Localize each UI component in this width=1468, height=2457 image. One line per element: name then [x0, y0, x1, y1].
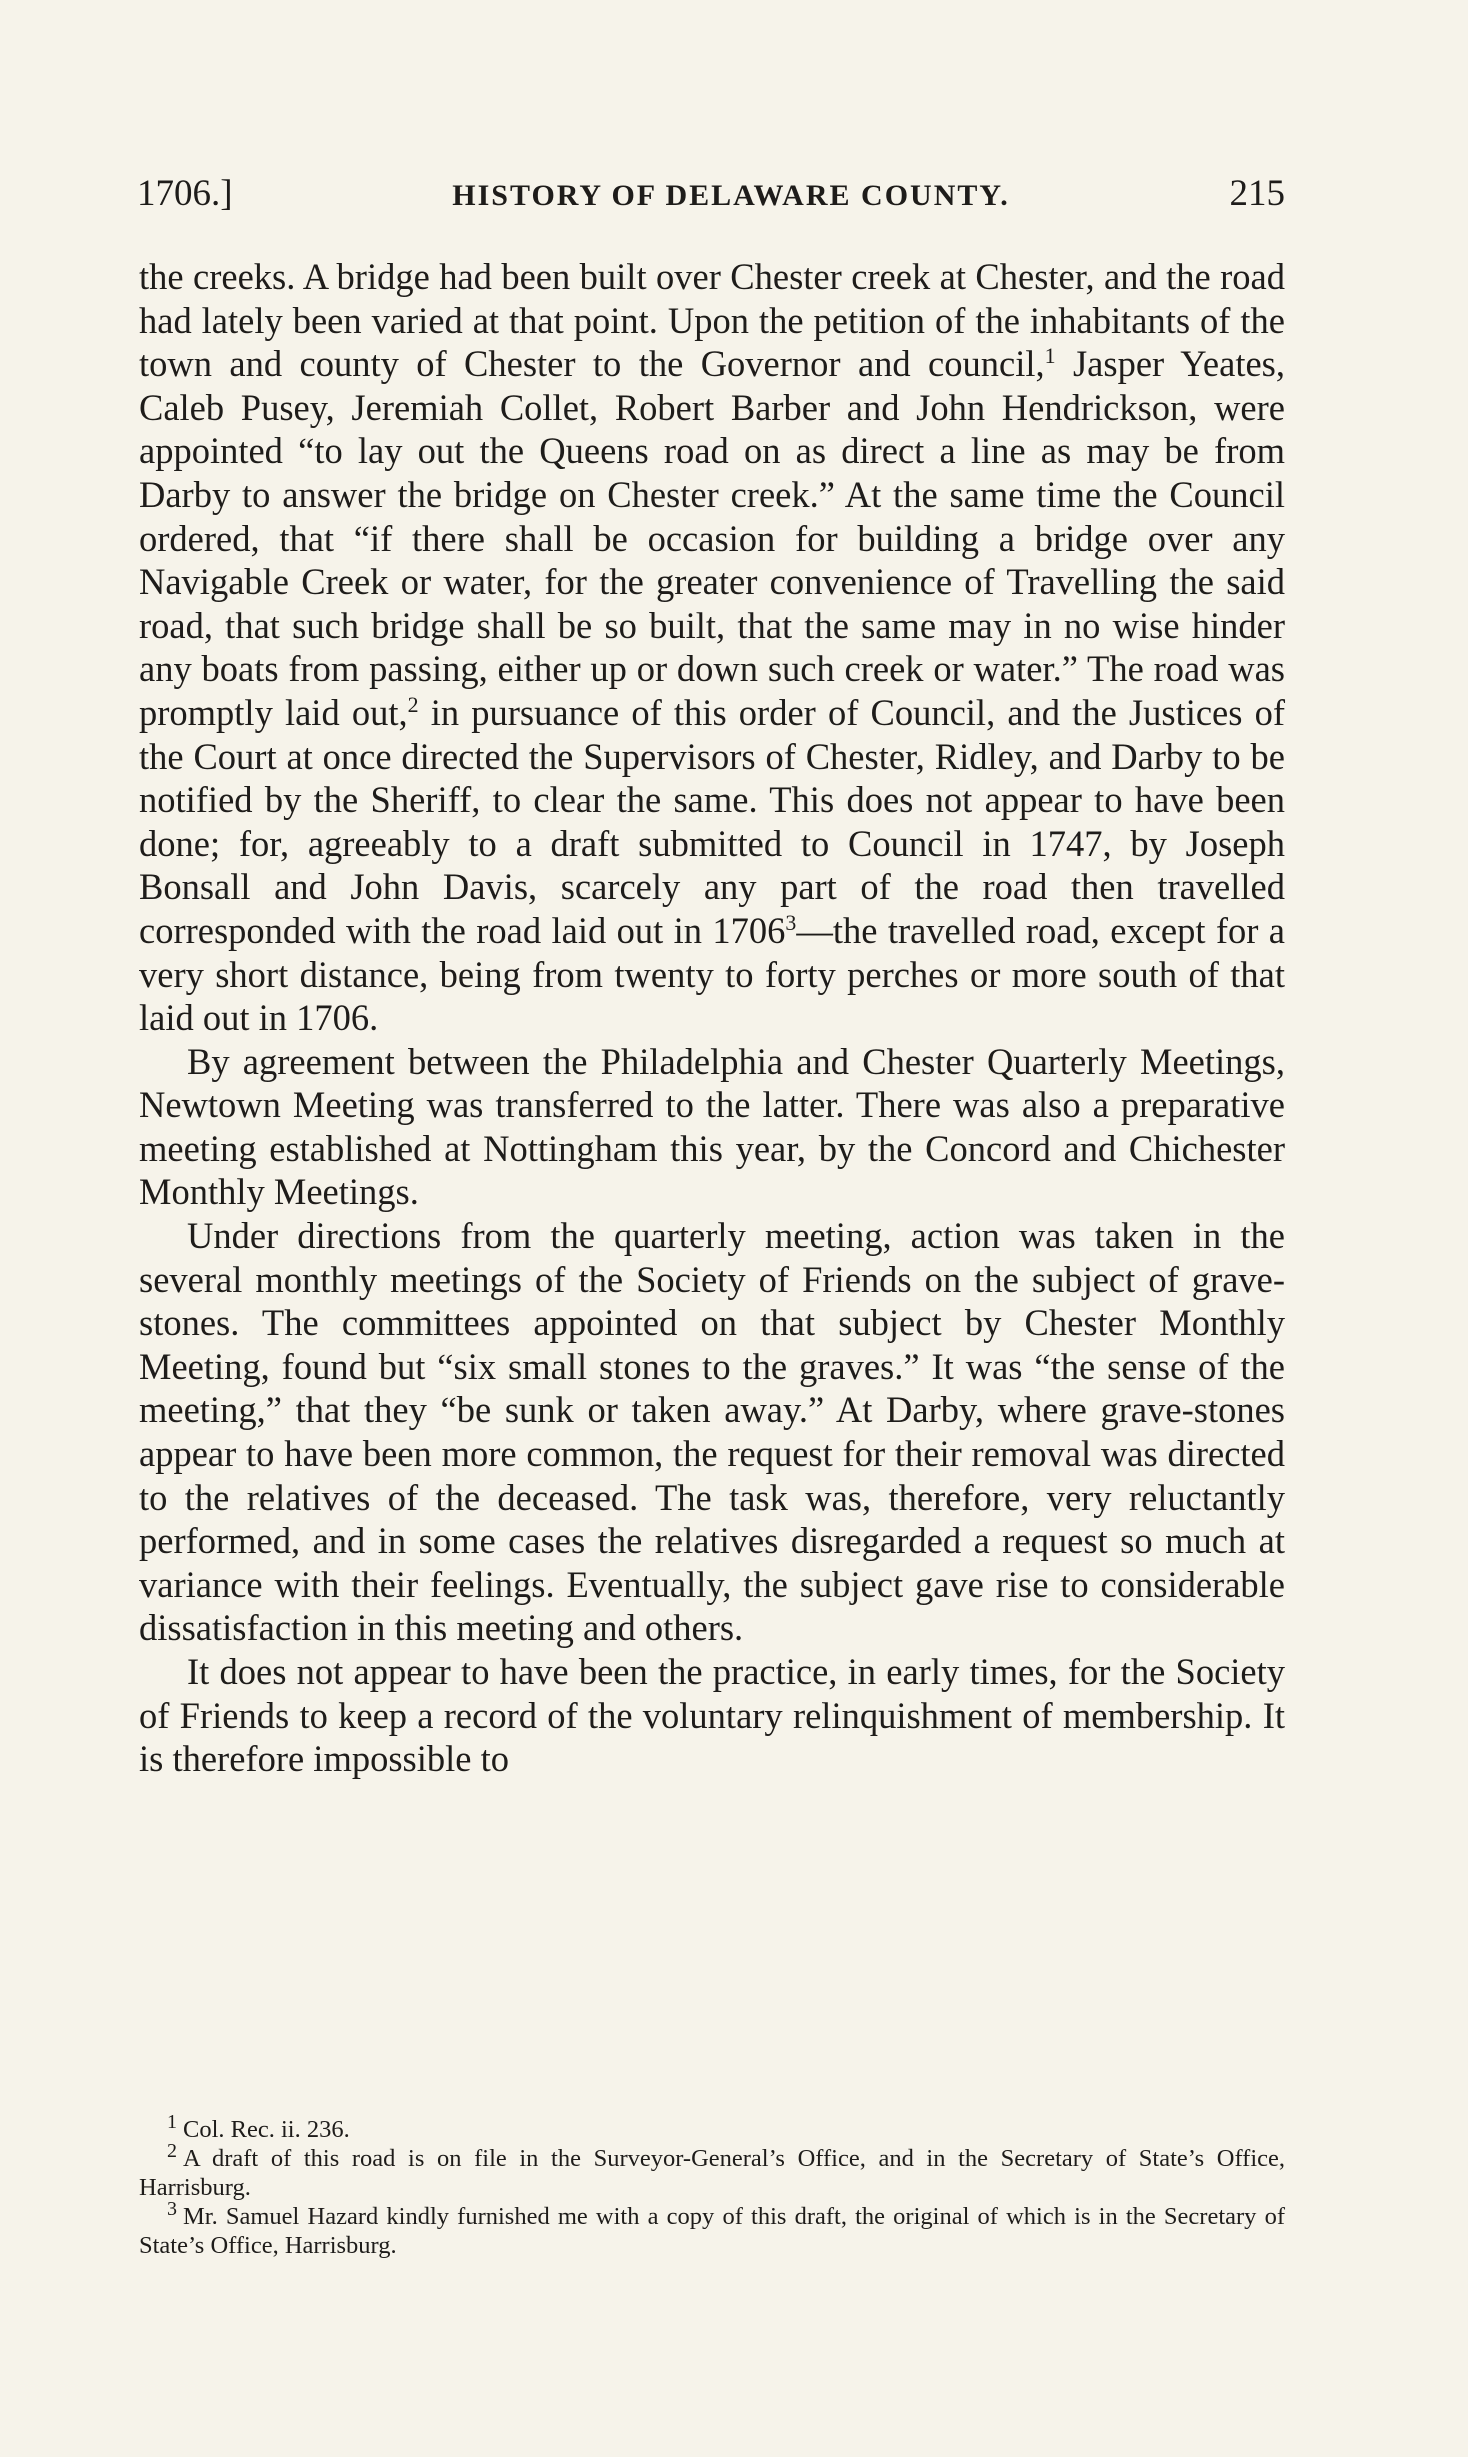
paragraph-1-text-d: —the travelled road, except for a very short distance, being from twenty to forty perches or more south of that laid out in 1706.	[139, 909, 1285, 1039]
header-year: 1706.]	[137, 173, 233, 214]
paragraph-1-text-b: Jasper Yeates, Caleb Pusey, Jeremiah Collet, Robert Barber and John Hendrickson, were appointed “to lay out the Queens road on as direct a line as may be from Darby to answer the bridge on Chester creek.” At the same time the Council ordered, that “if there shall be occasion for building a bridge over any Navigable Creek or water, for the greater convenience of Travelling the said road, that such bridge shall be so built, that the same may in no wise hinder any boats from passing, either up or down such creek or water.” The road was promptly laid out,	[139, 343, 1285, 733]
header-title: HISTORY OF DELAWARE COUNTY.	[452, 179, 1010, 212]
paragraph-3: Under directions from the quarterly meeting, action was taken in the several monthly meetings of the Society of Friends on the subject of grave-stones. The committees appointed on that subject by Chester Monthly Meeting, found but “six small stones to the graves.” It was “the sense of the meeting,” that they “be sunk or taken away.” At Darby, where grave-stones appear to have been more common, the request for their removal was directed to the relatives of the deceased. The task was, therefore, very reluctantly performed, and in some cases the relatives disregarded a request so much at variance with their feelings. Eventually, the subject gave rise to considerable dissatisfaction in this meeting and others.	[139, 1215, 1285, 1649]
footnote-3-mark: 3	[167, 2197, 177, 2220]
footnote-2	[139, 2139, 1285, 2202]
footnote-2-mark: 2	[167, 2139, 177, 2162]
paragraph-4: It does not appear to have been the practice, in early times, for the Society of Friends to keep a record of the voluntary relinquishment of membership. It is therefore impossible to	[139, 1651, 1285, 1780]
running-header	[137, 172, 1285, 215]
footnote-ref-2: 2	[407, 691, 419, 717]
footnote-1-text: Col. Rec. ii. 236.	[183, 2116, 350, 2143]
footnotes	[139, 2110, 1285, 2260]
footnote-ref-1: 1	[1044, 343, 1056, 369]
paragraph-1-text-a: the creeks. A bridge had been built over Chester creek at Chester, and the road had lately been varied at that point. Upon the petition of the inhabitants of the town and county of Chester to the Governor and council,	[139, 256, 1285, 385]
page-number: 215	[1229, 173, 1285, 214]
footnote-3-text: Mr. Samuel Hazard kindly furnished me with a copy of this draft, the original of which is in the Secretary of State’s Office, Harrisburg.	[139, 2203, 1285, 2259]
paragraph-2: By agreement between the Philadelphia and Chester Quarterly Meetings, Newtown Meeting was transferred to the latter. There was also a preparative meeting established at Nottingham this year, by the Concord and Chichester Monthly Meetings.	[139, 1040, 1285, 1213]
footnote-ref-3: 3	[785, 909, 797, 935]
footnote-3	[139, 2197, 1285, 2260]
footnote-1	[139, 2110, 1285, 2144]
paragraph-1	[139, 255, 1285, 1040]
footnote-1-mark: 1	[167, 2110, 177, 2133]
footnote-2-text: A draft of this road is on file in the Surveyor-General’s Office, and in the Secretary of State’s Office, Harrisburg.	[139, 2145, 1285, 2201]
paragraph-1-text-c: in pursuance of this order of Council, and the Justices of the Court at once directed the Supervisors of Chester, Ridley, and Darby to be notified by the Sheriff, to clear the same. This does not appear to have been done; for, agreeably to a draft submitted to Council in 1747, by Joseph Bonsall and John Davis, scarcely any part of the road then travelled corresponded with the road laid out in 1706	[139, 691, 1286, 951]
body-text	[139, 255, 1285, 1781]
